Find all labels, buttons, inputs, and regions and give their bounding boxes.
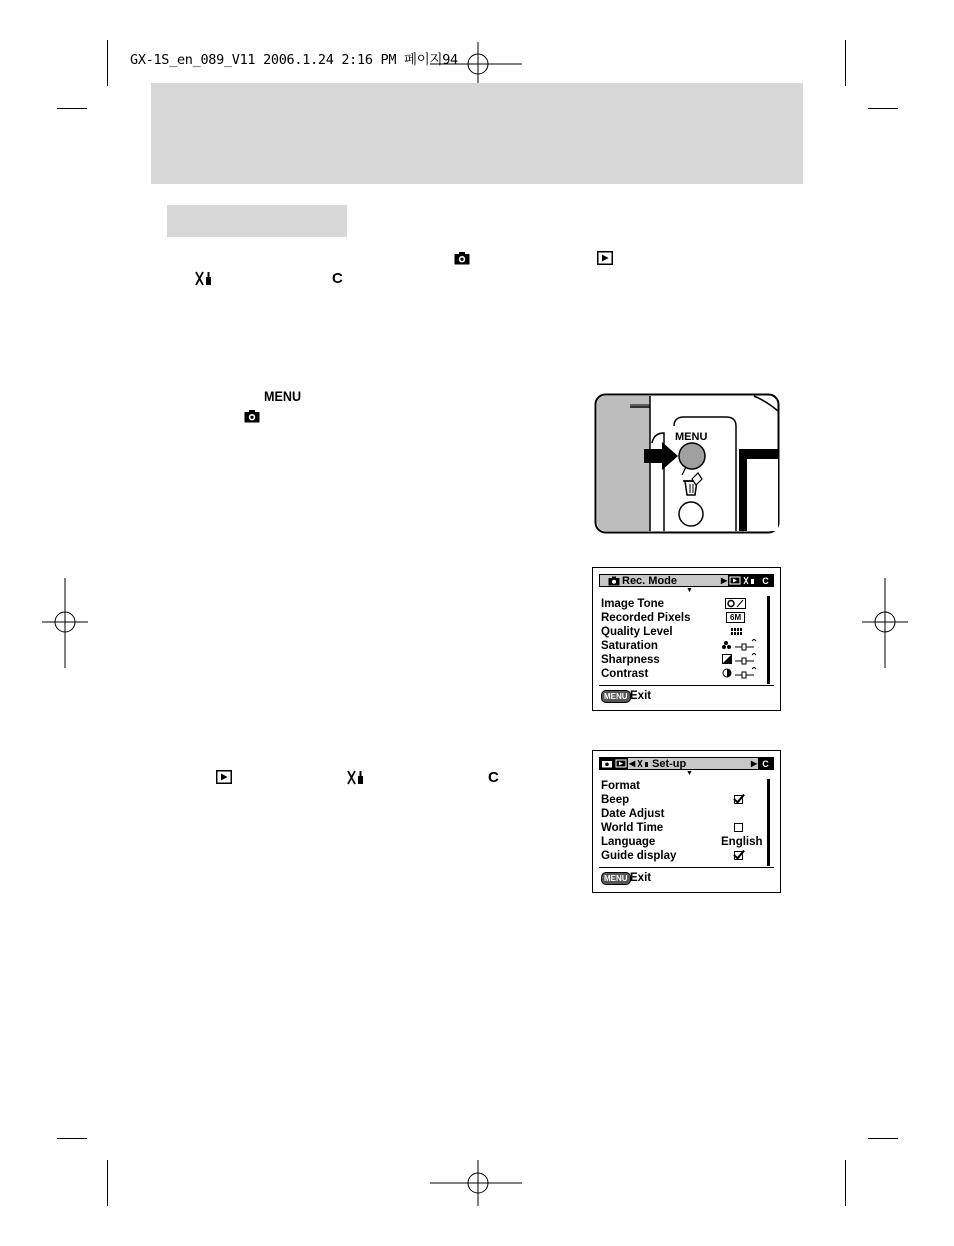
arrow-down-icon: ▼	[686, 587, 693, 594]
language-value: English	[721, 836, 763, 848]
contrast-slider-icon	[722, 667, 758, 680]
camera-icon	[454, 251, 470, 265]
playback-icon	[615, 759, 627, 768]
saturation-slider-icon	[722, 639, 758, 652]
camera-menu-button-label: MENU	[675, 431, 708, 443]
arrow-left-icon: ◀	[629, 759, 636, 768]
tab-playback	[614, 758, 628, 769]
crop-mark	[57, 108, 87, 109]
rec-mode-title-bar	[599, 574, 774, 587]
registration-mark-bottom	[430, 1158, 525, 1208]
tab-custom: C	[758, 758, 773, 769]
setup-title-bar	[599, 757, 774, 770]
crop-mark	[57, 1138, 87, 1139]
tab-setup	[742, 575, 758, 586]
menu-row: Saturation	[601, 640, 658, 652]
exit-label: Exit	[630, 690, 652, 702]
setup-icon	[347, 770, 365, 785]
section-label-band	[167, 205, 347, 237]
file-header: GX-1S_en_089_V11 2006.1.24 2:16 PM 페이지94	[130, 52, 458, 68]
camera-icon	[244, 409, 260, 423]
custom-c-icon: C	[488, 769, 499, 786]
menu-row: Sharpness	[601, 654, 660, 666]
menu-button-label: MENU	[264, 388, 302, 404]
arrow-right-icon: ▶	[751, 759, 758, 768]
camera-icon	[601, 759, 613, 768]
rec-mode-title: Rec. Mode	[622, 575, 678, 587]
sharpness-slider-icon	[722, 653, 758, 666]
crop-mark	[868, 108, 898, 109]
crop-mark	[868, 1138, 898, 1139]
menu-row: Quality Level	[601, 626, 673, 638]
rec-mode-screen	[592, 567, 781, 711]
quality-stars-icon	[730, 627, 742, 636]
arrow-down-icon: ▼	[686, 770, 693, 777]
menu-chip: MENU	[601, 690, 631, 703]
guide-display-checkbox	[734, 851, 743, 860]
registration-mark-right	[860, 578, 910, 670]
menu-row: Guide display	[601, 850, 677, 862]
tab-playback	[728, 575, 742, 586]
menu-row: Language	[601, 836, 656, 848]
menu-row: Recorded Pixels	[601, 612, 691, 624]
setup-screen	[592, 750, 781, 893]
world-time-checkbox	[734, 823, 743, 832]
scrollbar	[767, 779, 770, 866]
exit-label: Exit	[630, 872, 652, 884]
camera-icon	[608, 576, 620, 586]
crop-mark	[845, 40, 846, 86]
divider	[599, 867, 774, 868]
crop-mark	[107, 40, 108, 86]
menu-row: World Time	[601, 822, 664, 834]
arrow-right-icon: ▶	[721, 576, 728, 585]
menu-row: Image Tone	[601, 598, 665, 610]
playback-icon	[216, 770, 232, 784]
scrollbar	[767, 596, 770, 684]
header-band	[151, 83, 803, 184]
camera-back-illustration	[594, 393, 780, 534]
menu-row: Format	[601, 780, 640, 792]
menu-row: Beep	[601, 794, 630, 806]
menu-row: Date Adjust	[601, 808, 665, 820]
custom-c-icon: C	[332, 270, 343, 287]
crop-mark	[845, 1160, 846, 1206]
setup-title: Set-up	[652, 758, 687, 770]
tab-camera	[600, 758, 614, 769]
setup-icon	[195, 271, 213, 286]
beep-checkbox	[734, 795, 743, 804]
setup-icon	[637, 759, 651, 768]
setup-icon	[743, 576, 757, 585]
image-tone-icon	[725, 598, 747, 610]
recorded-pixels-value: 6M	[726, 612, 745, 623]
crop-mark	[107, 1160, 108, 1206]
menu-chip: MENU	[601, 872, 631, 885]
divider	[599, 685, 774, 686]
menu-row: Contrast	[601, 668, 649, 680]
tab-custom: C	[758, 575, 773, 586]
registration-mark-left	[40, 578, 90, 670]
playback-icon	[597, 251, 613, 265]
playback-icon	[729, 576, 741, 585]
